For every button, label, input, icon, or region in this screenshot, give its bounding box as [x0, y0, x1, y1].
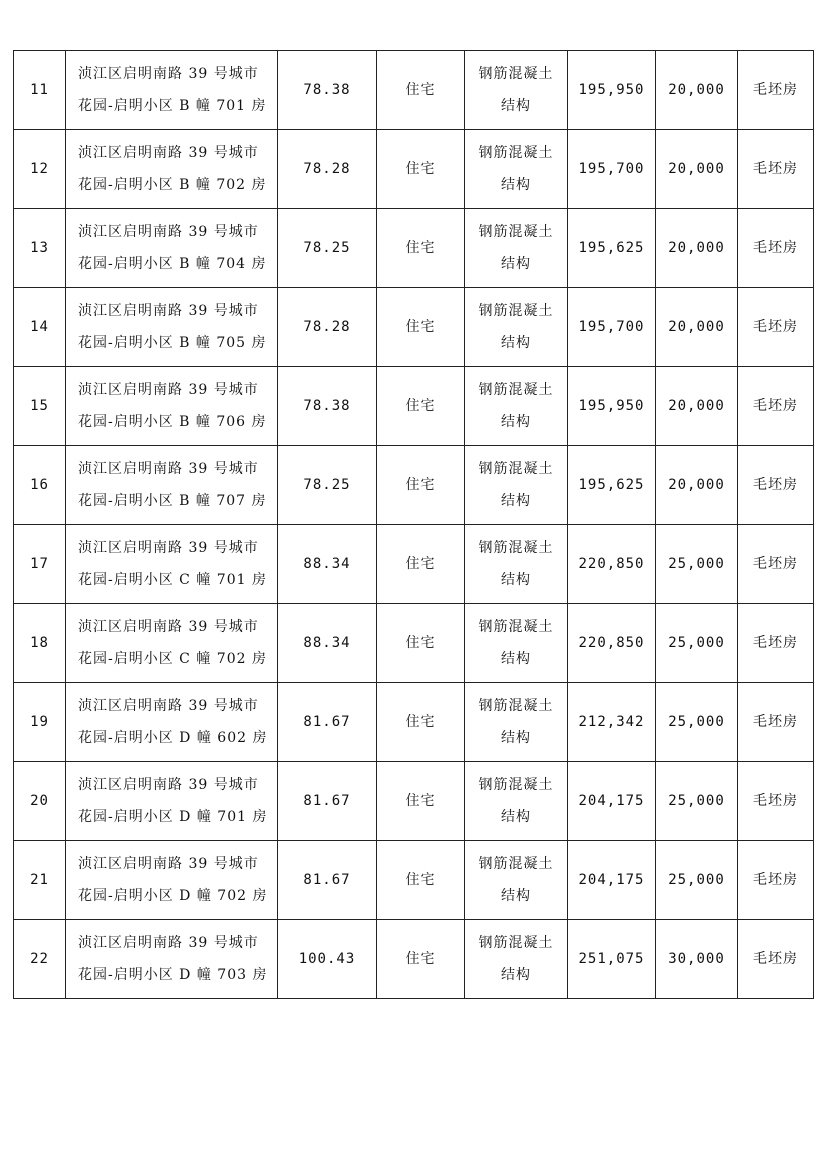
- structure-line-2: 结构: [501, 98, 531, 114]
- address-line-2: 花园-启明小区 C 幢 702 房: [78, 651, 267, 667]
- condition-cell: 毛坯房: [738, 446, 814, 525]
- table-row: [14, 446, 814, 525]
- row-number-cell: 13: [14, 209, 66, 288]
- structure-line-2: 结构: [501, 493, 531, 509]
- use-cell: 住宅: [377, 920, 465, 999]
- structure-cell: [465, 604, 568, 683]
- structure-cell: [465, 525, 568, 604]
- structure-cell: [465, 51, 568, 130]
- structure-line-1: 钢筋混凝土: [478, 698, 554, 714]
- address-cell: [66, 209, 278, 288]
- address-cell: [66, 762, 278, 841]
- table-row: [14, 920, 814, 999]
- structure-line-1: 钢筋混凝土: [478, 461, 554, 477]
- use-cell: 住宅: [377, 209, 465, 288]
- address-line-1: 浈江区启明南路 39 号城市: [78, 619, 259, 635]
- price-cell: 195,700: [568, 130, 656, 209]
- condition-cell: 毛坯房: [738, 762, 814, 841]
- price-cell: 251,075: [568, 920, 656, 999]
- area-cell: 88.34: [278, 604, 377, 683]
- address-line-1: 浈江区启明南路 39 号城市: [78, 540, 259, 556]
- structure-line-1: 钢筋混凝土: [478, 224, 554, 240]
- price-cell: 220,850: [568, 525, 656, 604]
- address-line-2: 花园-启明小区 B 幢 701 房: [78, 98, 267, 114]
- row-number-cell: 17: [14, 525, 66, 604]
- row-number-cell: 19: [14, 683, 66, 762]
- row-number-cell: 21: [14, 841, 66, 920]
- deposit-cell: 25,000: [656, 841, 738, 920]
- condition-cell: 毛坯房: [738, 841, 814, 920]
- area-cell: 78.38: [278, 51, 377, 130]
- table-row: [14, 51, 814, 130]
- row-number-cell: 12: [14, 130, 66, 209]
- area-cell: 78.28: [278, 130, 377, 209]
- address-line-1: 浈江区启明南路 39 号城市: [78, 698, 259, 714]
- row-number-cell: 15: [14, 367, 66, 446]
- structure-cell: [465, 762, 568, 841]
- address-cell: [66, 288, 278, 367]
- structure-line-2: 结构: [501, 572, 531, 588]
- address-cell: [66, 841, 278, 920]
- address-cell: [66, 683, 278, 762]
- address-line-2: 花园-启明小区 B 幢 702 房: [78, 177, 267, 193]
- use-cell: 住宅: [377, 841, 465, 920]
- structure-cell: [465, 446, 568, 525]
- condition-cell: 毛坯房: [738, 209, 814, 288]
- table-row: [14, 209, 814, 288]
- deposit-cell: 25,000: [656, 683, 738, 762]
- area-cell: 78.38: [278, 367, 377, 446]
- address-line-2: 花园-启明小区 D 幢 703 房: [78, 967, 268, 983]
- row-number-cell: 18: [14, 604, 66, 683]
- area-cell: 81.67: [278, 841, 377, 920]
- use-cell: 住宅: [377, 130, 465, 209]
- area-cell: 78.25: [278, 446, 377, 525]
- structure-line-1: 钢筋混凝土: [478, 777, 554, 793]
- area-cell: 78.28: [278, 288, 377, 367]
- row-number-cell: 14: [14, 288, 66, 367]
- condition-cell: 毛坯房: [738, 367, 814, 446]
- deposit-cell: 20,000: [656, 367, 738, 446]
- area-cell: 88.34: [278, 525, 377, 604]
- structure-line-1: 钢筋混凝土: [478, 935, 554, 951]
- structure-line-1: 钢筋混凝土: [478, 856, 554, 872]
- structure-line-2: 结构: [501, 809, 531, 825]
- row-number-cell: 22: [14, 920, 66, 999]
- condition-cell: 毛坯房: [738, 604, 814, 683]
- use-cell: 住宅: [377, 51, 465, 130]
- condition-cell: 毛坯房: [738, 51, 814, 130]
- structure-line-2: 结构: [501, 888, 531, 904]
- address-line-2: 花园-启明小区 C 幢 701 房: [78, 572, 267, 588]
- address-line-1: 浈江区启明南路 39 号城市: [78, 382, 259, 398]
- address-cell: [66, 367, 278, 446]
- deposit-cell: 20,000: [656, 209, 738, 288]
- use-cell: 住宅: [377, 683, 465, 762]
- structure-line-1: 钢筋混凝土: [478, 382, 554, 398]
- address-line-2: 花园-启明小区 B 幢 707 房: [78, 493, 267, 509]
- structure-line-1: 钢筋混凝土: [478, 303, 554, 319]
- structure-cell: [465, 288, 568, 367]
- address-line-1: 浈江区启明南路 39 号城市: [78, 303, 259, 319]
- deposit-cell: 20,000: [656, 130, 738, 209]
- table-row: [14, 604, 814, 683]
- address-cell: [66, 604, 278, 683]
- deposit-cell: 25,000: [656, 762, 738, 841]
- condition-cell: 毛坯房: [738, 288, 814, 367]
- condition-cell: 毛坯房: [738, 130, 814, 209]
- structure-cell: [465, 209, 568, 288]
- table-row: [14, 288, 814, 367]
- address-line-2: 花园-启明小区 B 幢 704 房: [78, 256, 267, 272]
- use-cell: 住宅: [377, 762, 465, 841]
- address-line-1: 浈江区启明南路 39 号城市: [78, 224, 259, 240]
- deposit-cell: 30,000: [656, 920, 738, 999]
- structure-line-2: 结构: [501, 177, 531, 193]
- structure-cell: [465, 683, 568, 762]
- table-row: [14, 841, 814, 920]
- use-cell: 住宅: [377, 446, 465, 525]
- structure-line-1: 钢筋混凝土: [478, 145, 554, 161]
- deposit-cell: 25,000: [656, 604, 738, 683]
- price-cell: 195,625: [568, 446, 656, 525]
- structure-line-2: 结构: [501, 651, 531, 667]
- row-number-cell: 11: [14, 51, 66, 130]
- structure-line-1: 钢筋混凝土: [478, 619, 554, 635]
- address-cell: [66, 130, 278, 209]
- area-cell: 100.43: [278, 920, 377, 999]
- condition-cell: 毛坯房: [738, 920, 814, 999]
- table-row: [14, 525, 814, 604]
- table-row: [14, 683, 814, 762]
- structure-line-1: 钢筋混凝土: [478, 66, 554, 82]
- address-line-2: 花园-启明小区 D 幢 701 房: [78, 809, 268, 825]
- structure-line-2: 结构: [501, 414, 531, 430]
- structure-line-2: 结构: [501, 256, 531, 272]
- price-cell: 204,175: [568, 762, 656, 841]
- property-listing-table: [13, 50, 814, 999]
- price-cell: 195,950: [568, 51, 656, 130]
- use-cell: 住宅: [377, 604, 465, 683]
- condition-cell: 毛坯房: [738, 525, 814, 604]
- address-line-2: 花园-启明小区 B 幢 706 房: [78, 414, 267, 430]
- use-cell: 住宅: [377, 525, 465, 604]
- address-line-1: 浈江区启明南路 39 号城市: [78, 935, 259, 951]
- address-line-2: 花园-启明小区 D 幢 602 房: [78, 730, 268, 746]
- structure-cell: [465, 130, 568, 209]
- price-cell: 195,700: [568, 288, 656, 367]
- address-line-1: 浈江区启明南路 39 号城市: [78, 145, 259, 161]
- deposit-cell: 20,000: [656, 51, 738, 130]
- address-line-2: 花园-启明小区 B 幢 705 房: [78, 335, 267, 351]
- condition-cell: 毛坯房: [738, 683, 814, 762]
- address-cell: [66, 446, 278, 525]
- address-line-2: 花园-启明小区 D 幢 702 房: [78, 888, 268, 904]
- area-cell: 81.67: [278, 762, 377, 841]
- table-row: [14, 762, 814, 841]
- structure-cell: [465, 920, 568, 999]
- address-cell: [66, 920, 278, 999]
- structure-line-2: 结构: [501, 730, 531, 746]
- deposit-cell: 20,000: [656, 288, 738, 367]
- address-cell: [66, 525, 278, 604]
- deposit-cell: 25,000: [656, 525, 738, 604]
- address-line-1: 浈江区启明南路 39 号城市: [78, 777, 259, 793]
- table-row: [14, 130, 814, 209]
- address-line-1: 浈江区启明南路 39 号城市: [78, 66, 259, 82]
- price-cell: 212,342: [568, 683, 656, 762]
- price-cell: 220,850: [568, 604, 656, 683]
- row-number-cell: 20: [14, 762, 66, 841]
- table-body: [14, 51, 814, 999]
- use-cell: 住宅: [377, 288, 465, 367]
- price-cell: 195,950: [568, 367, 656, 446]
- price-cell: 204,175: [568, 841, 656, 920]
- area-cell: 81.67: [278, 683, 377, 762]
- price-cell: 195,625: [568, 209, 656, 288]
- table-row: [14, 367, 814, 446]
- address-line-1: 浈江区启明南路 39 号城市: [78, 461, 259, 477]
- address-cell: [66, 51, 278, 130]
- structure-line-2: 结构: [501, 967, 531, 983]
- structure-cell: [465, 367, 568, 446]
- row-number-cell: 16: [14, 446, 66, 525]
- structure-cell: [465, 841, 568, 920]
- structure-line-2: 结构: [501, 335, 531, 351]
- use-cell: 住宅: [377, 367, 465, 446]
- address-line-1: 浈江区启明南路 39 号城市: [78, 856, 259, 872]
- deposit-cell: 20,000: [656, 446, 738, 525]
- area-cell: 78.25: [278, 209, 377, 288]
- structure-line-1: 钢筋混凝土: [478, 540, 554, 556]
